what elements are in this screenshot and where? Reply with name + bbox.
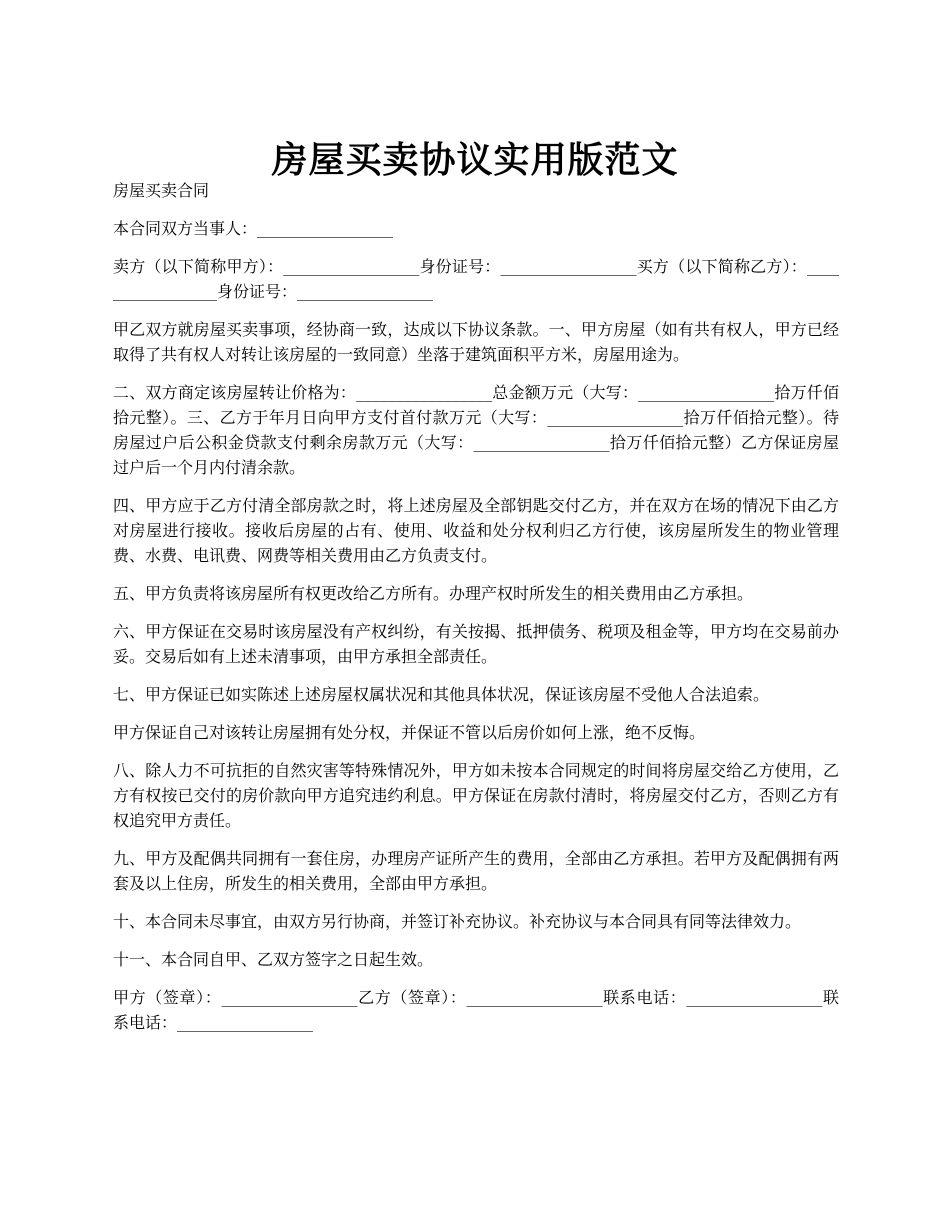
clause-1-property: 甲乙双方就房屋买卖事项，经协商一致，达成以下协议条款。一、甲方房屋（如有共有权人，甲方已经取得了共有权人对转让该房屋的一致同意）坐落于建筑面积平方米，房屋用途为。 <box>113 320 839 364</box>
clause-8-breach: 八、除人力不可抗拒的自然灾害等特殊情况外，甲方如未按本合同规定的时间将房屋交给乙方使用，乙方有权按已交付的房价款向甲方追究违约利息。甲方保证在房款付清时，将房屋交付乙方，否则乙方有权追究甲方责任。 <box>113 761 839 830</box>
document-body <box>113 178 839 1048</box>
parties-line: 本合同双方当事人：_________________ <box>113 219 394 238</box>
clause-7-title-guarantee: 七、甲方保证已如实陈述上述房屋权属状况和其他具体状况，保证该房屋不受他人合法追索。 <box>113 685 770 704</box>
clause-5-ownership-transfer: 五、甲方负责将该房屋所有权更改给乙方所有。办理产权时所发生的相关费用由乙方承担。 <box>113 584 754 603</box>
clause-2-3-price-payment: 二、双方商定该房屋转让价格为：_________________总金额万元（大写：_________________拾万仟佰拾元整）。三、乙方于年月日向甲方支付首付款万元（大写：_________________拾万仟佰拾元整）。待房屋过户后公积金贷款支付剩余房款万元（大写：_________________拾万仟佰拾元整）乙方保证房屋过户后一个月内付清余款。 <box>113 383 839 477</box>
heading-contract-name: 房屋买卖合同 <box>113 181 210 200</box>
clause-9-fees: 九、甲方及配偶共同拥有一套住房，办理房产证所产生的费用，全部由乙方承担。若甲方及配偶拥有两套及以上住房，所发生的相关费用，全部由甲方承担。 <box>113 849 839 893</box>
signature-line: 甲方（签章）：_________________乙方（签章）：_________________联系电话：_________________联系电话：_________________ <box>113 988 839 1032</box>
document-title: 房屋买卖协议实用版范文 <box>271 139 679 182</box>
clause-disposal-right: 甲方保证自己对该转让房屋拥有处分权，并保证不管以后房价如何上涨，绝不反悔。 <box>113 723 706 742</box>
clause-10-supplement: 十、本合同未尽事宜，由双方另行协商，并签订补充协议。补充协议与本合同具有同等法律效力。 <box>113 912 802 931</box>
seller-buyer-identity: 卖方（以下简称甲方）：_________________身份证号：_________________买方（以下简称乙方）：_________________身份证号：_________________ <box>113 257 839 301</box>
clause-11-effective: 十一、本合同自甲、乙双方签字之日起生效。 <box>113 950 434 969</box>
clause-4-handover: 四、甲方应于乙方付清全部房款之时，将上述房屋及全部钥匙交付乙方，并在双方在场的情况下由乙方对房屋进行接收。接收后房屋的占有、使用、收益和处分权利归乙方行使，该房屋所发生的物业管理费、水费、电讯费、网费等相关费用由乙方负责支付。 <box>113 496 839 565</box>
clause-6-no-disputes: 六、甲方保证在交易时该房屋没有产权纠纷，有关按揭、抵押债务、税项及租金等，甲方均在交易前办妥。交易后如有上述未清事项，由甲方承担全部责任。 <box>113 622 839 666</box>
